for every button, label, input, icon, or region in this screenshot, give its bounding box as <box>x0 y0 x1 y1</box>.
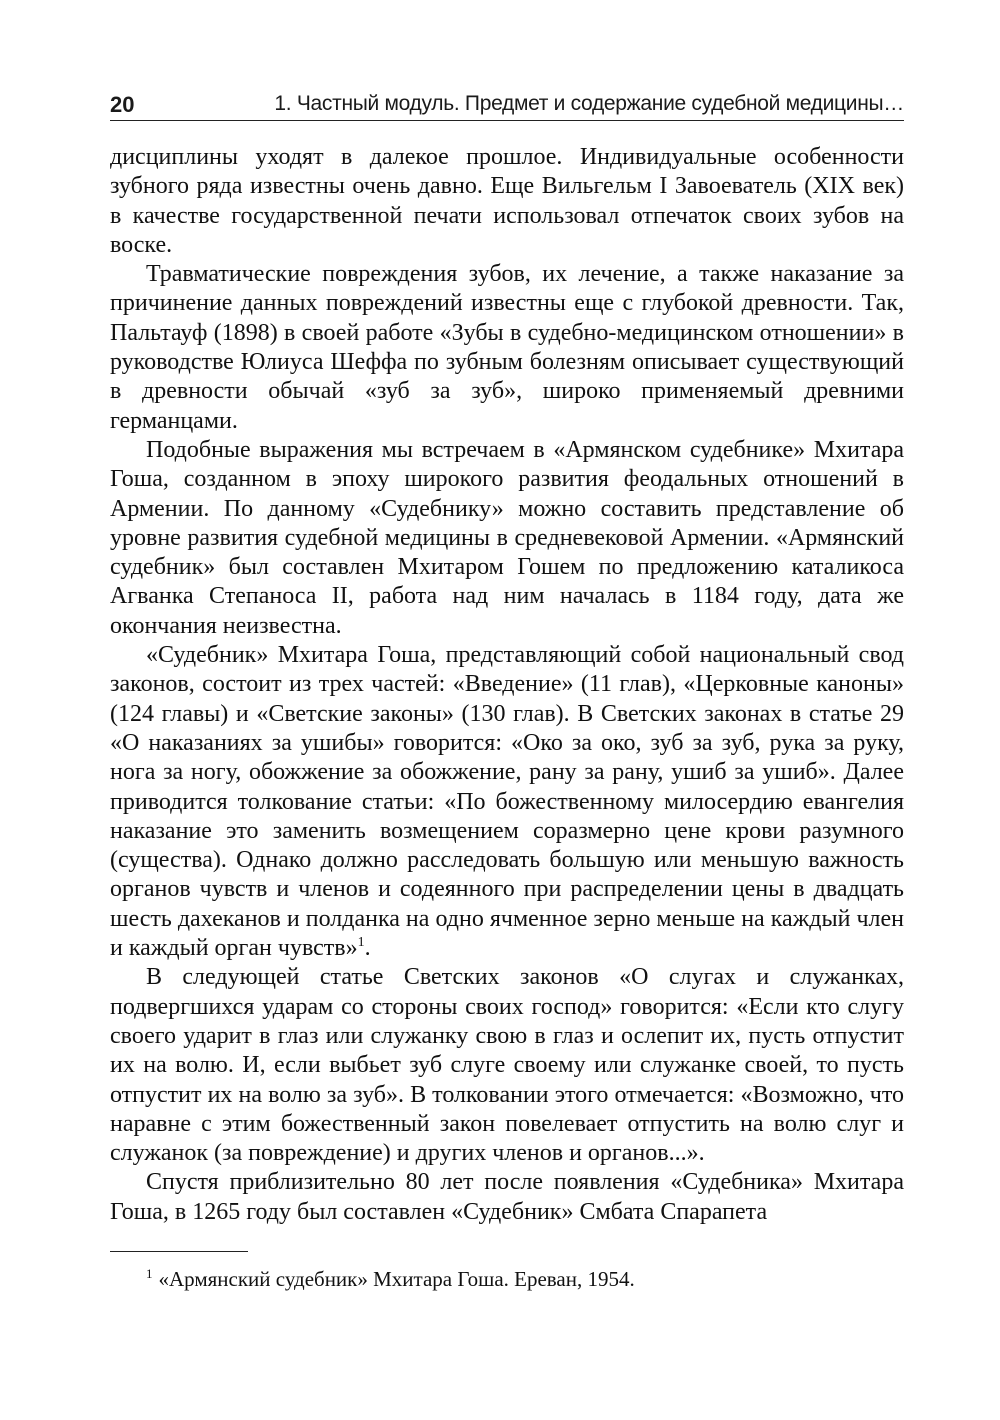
paragraph-4 <box>110 641 904 963</box>
paragraph-4-end: . <box>364 935 371 962</box>
footnote-number: 1 <box>146 1266 153 1281</box>
running-title: 1. Частный модуль. Предмет и содержание судебной медицины… <box>274 92 904 115</box>
main-text <box>110 143 904 1227</box>
footnote <box>146 1266 904 1292</box>
paragraph-1: дисциплины уходят в далекое прошлое. Индивидуальные особенности зубного ряда известны очень давно. Еще Вильгельм I Завоеватель (XIX век) в качестве государственной печати использовал отпечаток своих зубов на воске. <box>110 144 904 258</box>
paragraph-2: Травматические повреждения зубов, их лечение, а также наказание за причинение данных повреждений известны еще с глубокой древности. Так, Пальтауф (1898) в своей работе «Зубы в судебно-медицинском отношении» в руководстве Юлиуса Шеффа по зубным болезням описывает существующий в древности обычай «зуб за зуб», широко применяемый древними германцами. <box>110 261 904 434</box>
paragraph-4-text: «Судебник» Мхитара Гоша, представляющий собой национальный свод законов, состоит из трех частей: «Введение» (11 глав), «Церковные каноны» (124 главы) и «Светские законы» (130 глав). В Светских законах в статье 29 «О наказаниях за ушибы» говорится: «Око за око, зуб за зуб, рука за руку, нога за ногу, обожжение за обожжение, рану за рану, ушиб за ушиб». Далее приводится толкование статьи: «По божественному милосердию евангелия наказание это заменить возмещением соразмерно цене крови разумного (существа). Однако должно расследовать большую или меньшую важность органов чувств и членов и содеянного при распределении цены в двадцать шесть дахеканов и полданка на одно ячменное зерно меньше на каждый член и каждый орган чувств» <box>110 642 904 962</box>
paragraph-5: В следующей статье Светских законов «О слугах и служанках, подвергшихся ударам со стороны своих господ» говорится: «Если кто слугу своего ударит в глаз или служанку свою в глаз и ослепит их, пусть отпустит их на волю. И, если выбьет зуб слуге своему или служанке своей, то пусть отпустит их на волю за зуб». В толковании этого отмечается: «Возможно, что наравне с этим божественный закон повелевает отпустить на волю слуг и служанок (за повреждение) и других членов и органов...». <box>110 964 904 1167</box>
paragraph-3: Подобные выражения мы встречаем в «Армянском судебнике» Мхитара Гоша, созданном в эпоху широкого развития феодальных отношений в Армении. По данному «Судебнику» можно составить представление об уровне развития судебной медицины в средневековой Армении. «Армянский судебник» был составлен Мхитаром Гошем по предложению каталикоса Агванка Степаноса II, работа над ним началась в 1184 году, дата же окончания неизвестна. <box>110 436 904 639</box>
page-number: 20 <box>110 92 135 117</box>
footnote-text: «Армянский судебник» Мхитара Гоша. Ереван, 1954. <box>158 1267 635 1291</box>
paragraph-6: Спустя приблизительно 80 лет после появления «Судебника» Мхитара Гоша, в 1265 году был составлен «Судебник» Смбата Спарапета <box>110 1169 904 1225</box>
footnote-divider <box>110 1251 248 1252</box>
footnote-reference[interactable]: 1 <box>357 935 365 951</box>
running-header <box>110 90 904 121</box>
